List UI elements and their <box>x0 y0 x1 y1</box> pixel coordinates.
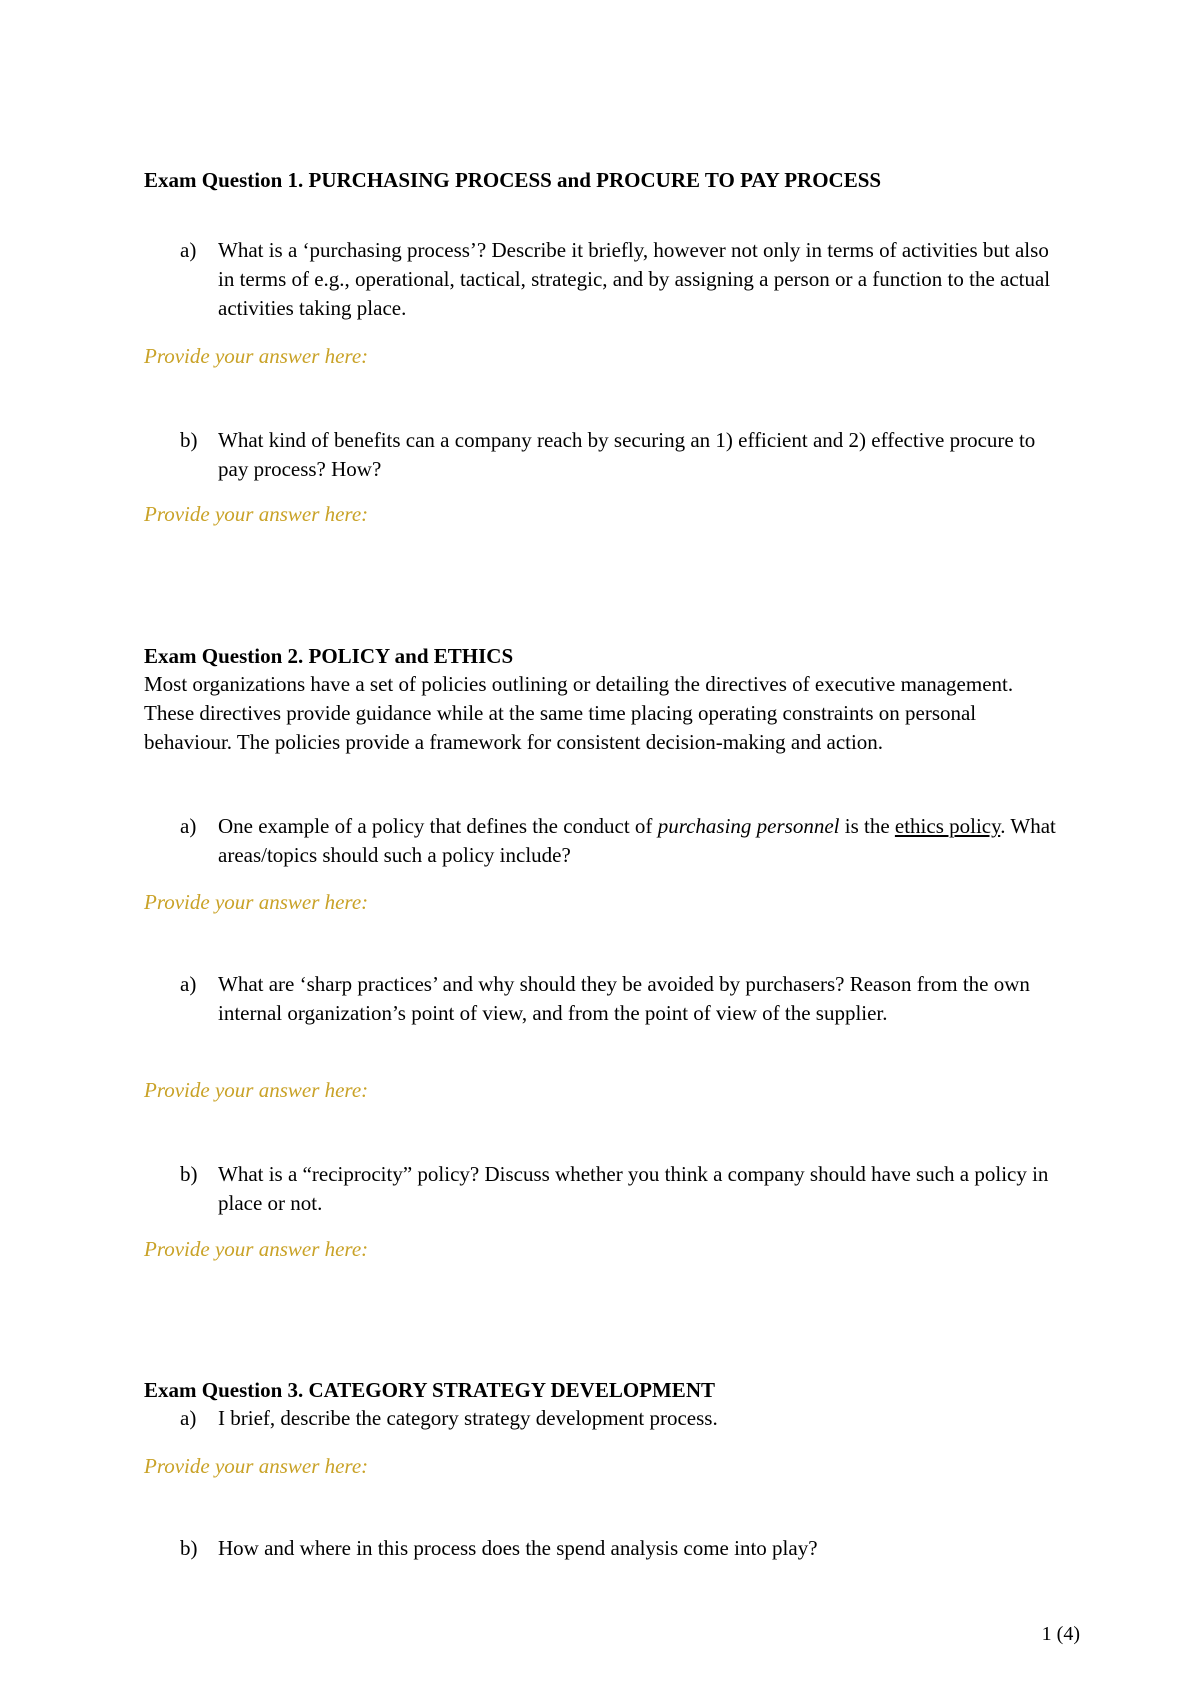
q2-item-b-text: What is a “reciprocity” policy? Discuss whether you think a company should have such a policy in place or not. <box>218 1162 1049 1215</box>
q3-item-b <box>180 1534 1070 1564</box>
q3-item-a-label: a) <box>180 1406 197 1430</box>
q2-item-a1-italic: purchasing personnel <box>657 814 840 838</box>
q1-answer-b-prompt[interactable]: Provide your answer here: <box>144 502 369 526</box>
q2-item-a1-text-part3: . What areas/topics should such a policy include? <box>218 814 1056 867</box>
q2-answer-a2-prompt[interactable]: Provide your answer here: <box>144 1078 369 1102</box>
q2-item-b <box>180 1160 1070 1220</box>
q2-item-a2 <box>180 970 1070 1060</box>
q1-item-b-label: b) <box>180 428 198 452</box>
q3-item-a <box>180 1404 1070 1434</box>
q2-item-a1-text-part2: is the <box>839 814 895 838</box>
q2-item-a1-text <box>218 812 1068 870</box>
q1-answer-a-prompt[interactable]: Provide your answer here: <box>144 344 369 368</box>
q2-item-a1 <box>180 812 1070 872</box>
q1-item-b <box>180 426 1070 486</box>
q2-item-b-label: b) <box>180 1162 198 1186</box>
q2-item-a2-label: a) <box>180 972 197 996</box>
q2-heading: Exam Question 2. POLICY and ETHICS <box>144 644 514 668</box>
q3-answer-a-prompt[interactable]: Provide your answer here: <box>144 1454 369 1478</box>
q3-item-b-label: b) <box>180 1536 198 1560</box>
q1-heading: Exam Question 1. PURCHASING PROCESS and PROCURE TO PAY PROCESS <box>144 168 882 192</box>
q2-answer-a1-prompt[interactable]: Provide your answer here: <box>144 890 369 914</box>
q2-item-a1-label: a) <box>180 814 197 838</box>
q3-item-b-text: How and where in this process does the spend analysis come into play? <box>218 1536 818 1560</box>
q2-item-a1-text-part1: One example of a policy that defines the conduct of <box>218 814 658 838</box>
q1-item-a-label: a) <box>180 238 197 262</box>
q3-item-a-text: I brief, describe the category strategy development process. <box>218 1406 718 1430</box>
q1-item-a-text: What is a ‘purchasing process’? Describe it briefly, however not only in terms of activities but also in terms of e.g., operational, tactical, strategic, and by assigning a person or a function to the actual activities taking place. <box>218 238 1051 320</box>
q3-heading: Exam Question 3. CATEGORY STRATEGY DEVELOPMENT <box>144 1378 715 1402</box>
q2-intro: Most organizations have a set of policies outlining or detailing the directives of executive management. These directives provide guidance while at the same time placing operating constraints on personal behaviour. The policies provide a framework for consistent decision-making and action. <box>144 672 1014 754</box>
q2-item-a1-underline: ethics policy <box>894 814 1001 838</box>
q1-item-a <box>180 236 1070 326</box>
page-number: 1 (4) <box>1041 1623 1080 1645</box>
q2-item-a2-text: What are ‘sharp practices’ and why should they be avoided by purchasers? Reason from the own internal organization’s point of view, and from the point of view of the supplier. <box>218 972 1030 1025</box>
q1-item-b-text: What kind of benefits can a company reach by securing an 1) efficient and 2) effective procure to pay process? How? <box>218 428 1036 481</box>
q2-answer-b-prompt[interactable]: Provide your answer here: <box>144 1237 369 1261</box>
